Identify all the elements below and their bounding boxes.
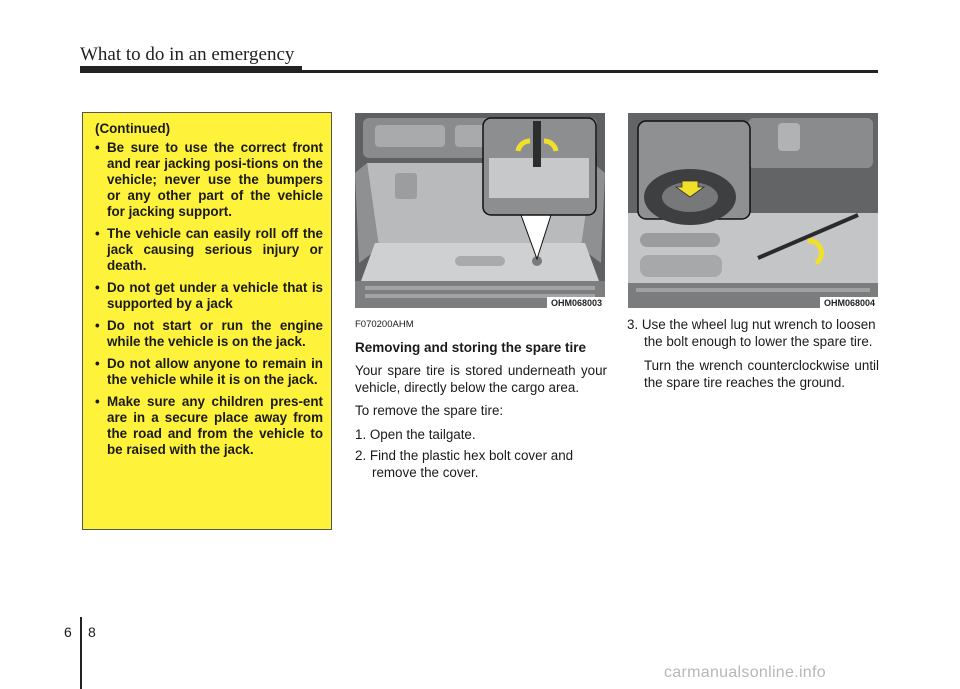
- cargo-area-photo: [355, 113, 605, 308]
- page-number: 8: [88, 624, 96, 640]
- step-item: 3. Use the wheel lug nut wrench to loosen the bolt enough to lower the spare tire.: [627, 317, 876, 349]
- intro-paragraph: Your spare tire is stored underneath your vehicle, directly below the cargo area.: [355, 363, 607, 395]
- warning-item: • Do not get under a vehicle that is supported by a jack: [93, 280, 323, 312]
- cargo-area-illustration: [355, 113, 605, 308]
- warning-item: • Do not allow anyone to remain in the vehicle while it is on the jack.: [93, 356, 323, 388]
- step-item: 2. Find the plastic hex bolt cover and remove the cover.: [355, 448, 574, 480]
- warning-list: [93, 140, 323, 458]
- chapter-number: 6: [64, 624, 72, 640]
- figure-code: OHM068004: [820, 297, 878, 308]
- figure-code: OHM068003: [547, 297, 605, 308]
- lead-paragraph: To remove the spare tire:: [355, 403, 504, 418]
- footer-rule: [80, 617, 82, 689]
- watermark-text: carmanualsonline.info: [664, 664, 826, 681]
- section-heading: Removing and storing the spare tire: [355, 339, 587, 355]
- warning-item: • Be sure to use the correct front and rear jacking posi-tions on the vehicle; never use the bumpers or any other part of the vehicle for jacking support.: [93, 140, 323, 220]
- warning-item: • Make sure any children pres-ent are in a secure place away from the road and from the vehicle to be raised with the jack.: [93, 394, 323, 458]
- warning-heading: (Continued): [95, 121, 171, 136]
- section-code: F070200AHM: [355, 319, 414, 330]
- warning-item: • Do not start or run the engine while the vehicle is on the jack.: [93, 318, 323, 350]
- warning-item: • The vehicle can easily roll off the jack causing serious injury or death.: [93, 226, 323, 274]
- spare-tire-illustration: [628, 113, 878, 308]
- header-title: What to do in an emergency: [80, 44, 295, 65]
- instructions-column-2: [627, 317, 879, 391]
- step-note: Turn the wrench counterclockwise until the spare tire reaches the ground.: [644, 358, 879, 390]
- header-rule: [80, 70, 878, 73]
- instructions-column-1: [355, 317, 607, 486]
- warning-box: [82, 112, 332, 530]
- step-item: 1. Open the tailgate.: [355, 426, 476, 442]
- spare-tire-photo: [628, 113, 878, 308]
